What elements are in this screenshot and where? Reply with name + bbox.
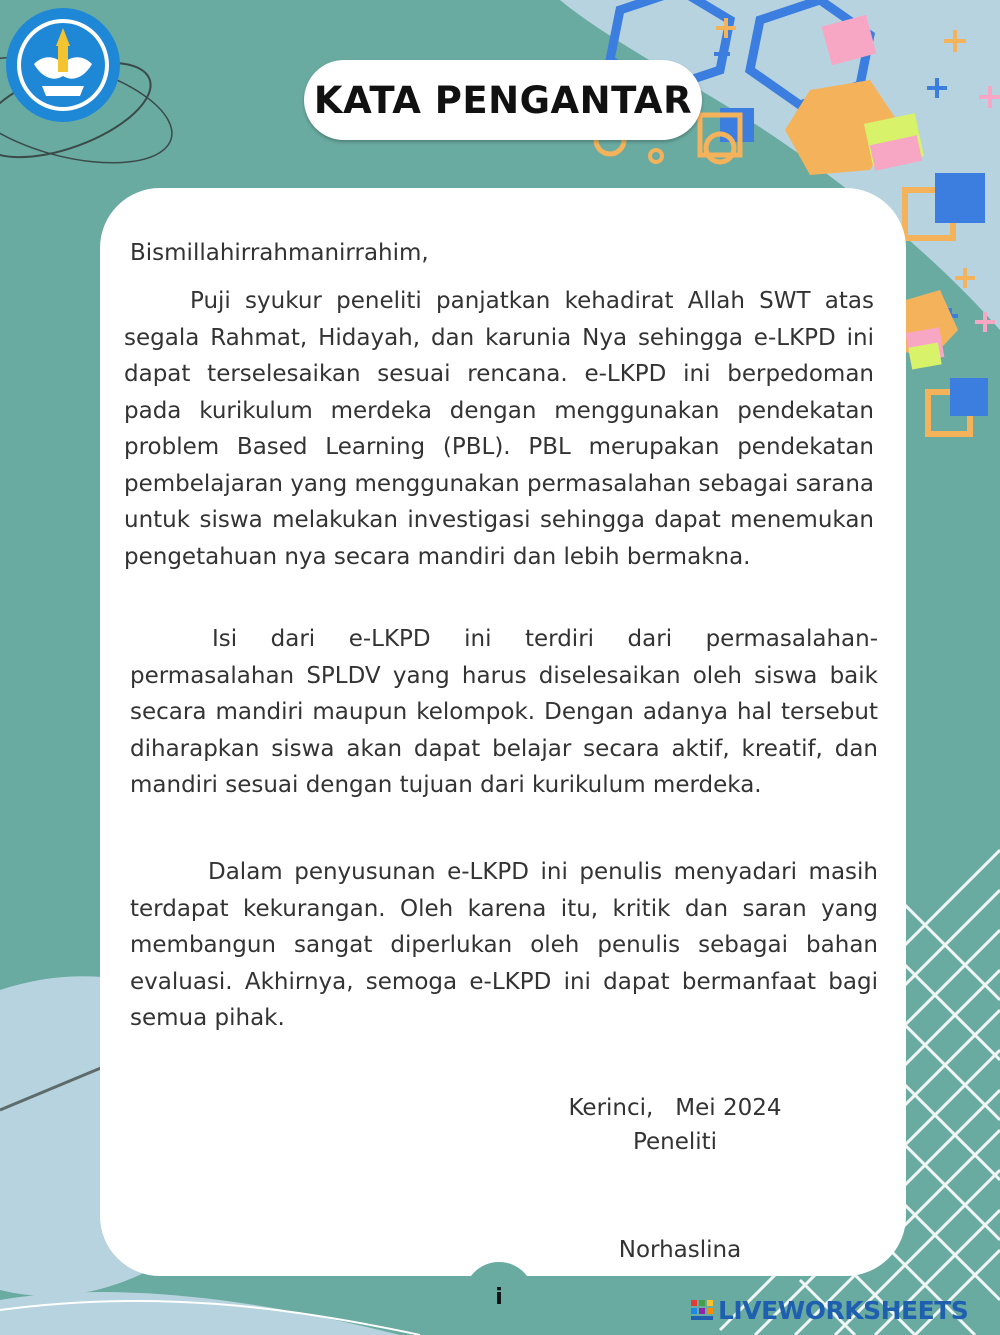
signature-name: Norhaslina xyxy=(618,1237,742,1263)
tut-wuri-handayani-logo xyxy=(4,6,122,124)
signature-place-date: Kerinci, Mei 2024 xyxy=(568,1095,782,1121)
liveworksheets-logo-icon xyxy=(690,1298,714,1322)
paragraph-2 xyxy=(130,621,878,804)
paragraph-3 xyxy=(130,854,878,1037)
paragraph-1 xyxy=(124,283,874,575)
signature-role: Peneliti xyxy=(632,1129,718,1155)
watermark-text: LIVEWORKSHEETS xyxy=(718,1295,969,1325)
greeting-text: Bismillahirrahmanirrahim, xyxy=(130,240,429,266)
page-number-badge xyxy=(464,1262,534,1332)
paragraph-1-text: Puji syukur peneliti panjatkan kehadirat Allah SWT atas segala Rahmat, Hidayah, dan karunia Nya sehingga e-LKPD ini dapat terselesaikan sesuai rencana. e-LKPD ini berpedoman pada kurikulum merdeka dengan menggunakan pendekatan problem Based Learning (PBL). PBL merupakan pendekatan pembelajaran yang menggunakan permasalahan sebagai sarana untuk siswa melakukan investigasi sehingga dapat menemukan pengetahuan nya secara mandiri dan lebih bermakna. xyxy=(124,288,874,570)
page-title: KATA PENGANTAR xyxy=(313,78,693,122)
title-banner xyxy=(304,60,702,140)
page-number: i xyxy=(495,1284,503,1310)
paragraph-2-text: Isi dari e-LKPD ini terdiri dari permasalahan-permasalahan SPLDV yang harus diselesaikan oleh siswa baik secara mandiri maupun kelompok. Dengan adanya hal tersebut diharapkan siswa akan dapat belajar secara aktif, kreatif, dan mandiri sesuai dengan tujuan dari kurikulum merdeka. xyxy=(130,626,878,798)
paragraph-3-text: Dalam penyusunan e-LKPD ini penulis menyadari masih terdapat kekurangan. Oleh karena itu, kritik dan saran yang membangun sangat diperlukan oleh penulis sebagai bahan evaluasi. Akhirnya, semoga e-LKPD ini dapat bermanfaat bagi semua pihak. xyxy=(130,859,878,1031)
liveworksheets-watermark xyxy=(690,1293,990,1327)
